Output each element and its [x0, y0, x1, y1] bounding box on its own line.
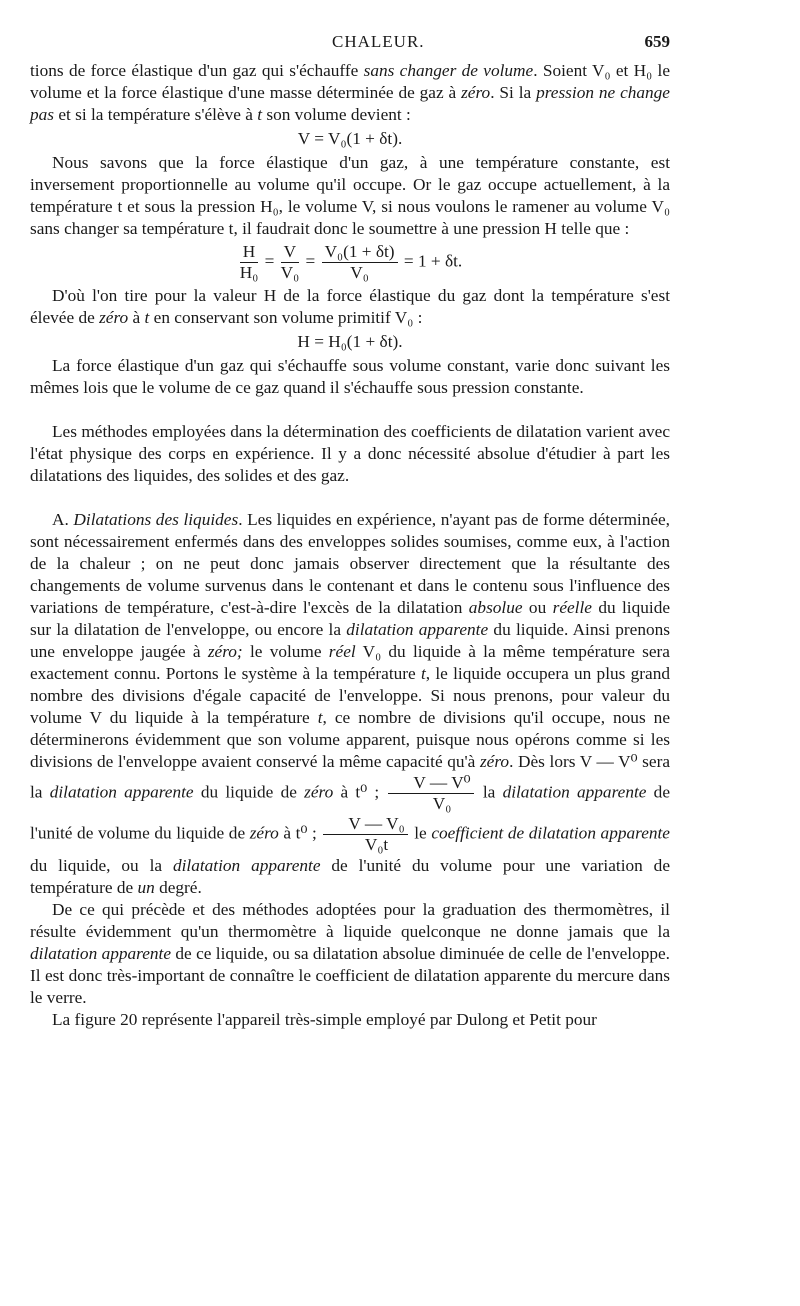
fraction-coefficient: $\frac{\text{V — V₀}}{\text{V₀t}}$: [323, 814, 407, 855]
fraction-expansion: $\frac{\text{V₀(1 + δt)}}{\text{V₀}}$: [322, 242, 398, 283]
fraction-h: $\frac{H}{\text{H₀}}$: [239, 242, 259, 282]
header-title: CHALEUR.: [332, 32, 425, 51]
paragraph-pressure-value: D'où l'on tire pour la valeur H de la force élastique du gaz dont la température s'est élevée de zéro à t en conservant son volume primitif V₀ :: [30, 286, 670, 327]
fraction-v: $\frac{V}{\text{V₀}}$: [280, 242, 300, 282]
paragraph-pressure: Nous savons que la force élastique d'un gaz, à une température constante, est inversement proportionnelle au volume qu'il occupe. Or le gaz occupe actuellement, à la température t et sous la pression H₀, le volume V, si nous voulons le ramener au volume V₀ sans changer sa température t, il faudrait donc le soumettre à une pression H telle que :: [30, 153, 670, 238]
page-body: [30, 60, 670, 1031]
paragraph-figure-20: La figure 20 représente l'appareil très-simple employé par Dulong et Petit pour: [52, 1010, 597, 1029]
equation-ratio: $\frac{H}{\text{H₀}}$ = $\frac{V}{\text{V₀}}$ = $\frac{\text{V₀(1 + δt)}}{\text{V₀}}$ = 1 + δt.: [239, 242, 463, 282]
paragraph-conclusion: La force élastique d'un gaz qui s'échauffe sous volume constant, varie donc suivant les mêmes lois que le volume de ce gaz quand il s'échauffe sous pression constante.: [30, 356, 670, 397]
page-number: 659: [644, 32, 670, 51]
paragraph-thermometers: De ce qui précède et des méthodes adoptées pour la graduation des thermomètres, il résulte évidemment qu'un thermomètre à liquide quelconque ne donne jamais que la dilatation apparente de ce liquide, ou sa dilatation absolue diminuée de celle de l'enveloppe. Il est donc très-important de connaître le coefficient de dilatation apparente du mercure dans le verre.: [30, 900, 670, 1007]
section-heading: Dilatations des liquides: [73, 510, 239, 529]
running-header: [30, 32, 670, 58]
paragraph-liquids: A. Dilatations des liquides. Les liquides en expérience, n'ayant pas de forme déterminée, sont nécessairement enfermés dans des enveloppes solides soumises, comme eux, à l'action de la chaleur ; on ne peut donc jamais observer directement que la résultante des changements de volume survenus dans le contenant et dans le contenu sous l'influence des variations de température, c'est-à-dire l'excès de la dilatation absolue ou réelle du liquide sur la dilatation de l'enveloppe, ou encore la dilatation apparente du liquide. Ainsi prenons une enveloppe jaugée à zéro; le volume réel V₀ du liquide à la même température sera exactement connu. Portons le système à la température t, le liquide occupera un plus grand nombre des divisions d'égale capacité de l'enveloppe. Si nous prenons, pour valeur du volume V du liquide à la température t, ce nombre de divisions qu'il occupe, nous ne déterminerons évidemment que son volume apparent, puisque nous opérons comme si les divisions de l'enveloppe avaient conservé la même capacité qu'à zéro. Dès lors V — V⁰ sera la dilatation apparente du liquide de zéro à t⁰ ; $\frac{\text{V — V⁰}}{\text{V₀}}$ la dilatation apparente de l'unité de volume du liquide de zéro à t⁰ ; $\frac{\text{V — V₀}}{\text{V₀t}}$ le coefficient de dilatation apparente du liquide, ou la dilatation apparente de l'unité du volume pour une variation de température de un degré.: [30, 510, 671, 897]
paragraph-methods: Les méthodes employées dans la détermination des coefficients de dilatation varient avec l'état physique des corps en expérience. Il y a donc nécessité absolue d'étudier à part les dilatations des liquides, des solides et des gaz.: [30, 422, 670, 485]
equation-result: = 1 + δt.: [403, 251, 463, 271]
fraction-apparent-dilatation: $\frac{\text{V — V⁰}}{\text{V₀}}$: [388, 773, 473, 814]
paragraph-gas-volume: tions de force élastique d'un gaz qui s'échauffe sans changer de volume. Soient V₀ et H₀ le volume et la force élastique d'une masse déterminée de gaz à zéro. Si la pression ne change pas et si la température s'élève à t son volume devient :: [30, 61, 670, 124]
equation-volume: V = V₀(1 + δt).: [297, 129, 403, 148]
equation-pressure: H = H₀(1 + δt).: [297, 332, 403, 351]
